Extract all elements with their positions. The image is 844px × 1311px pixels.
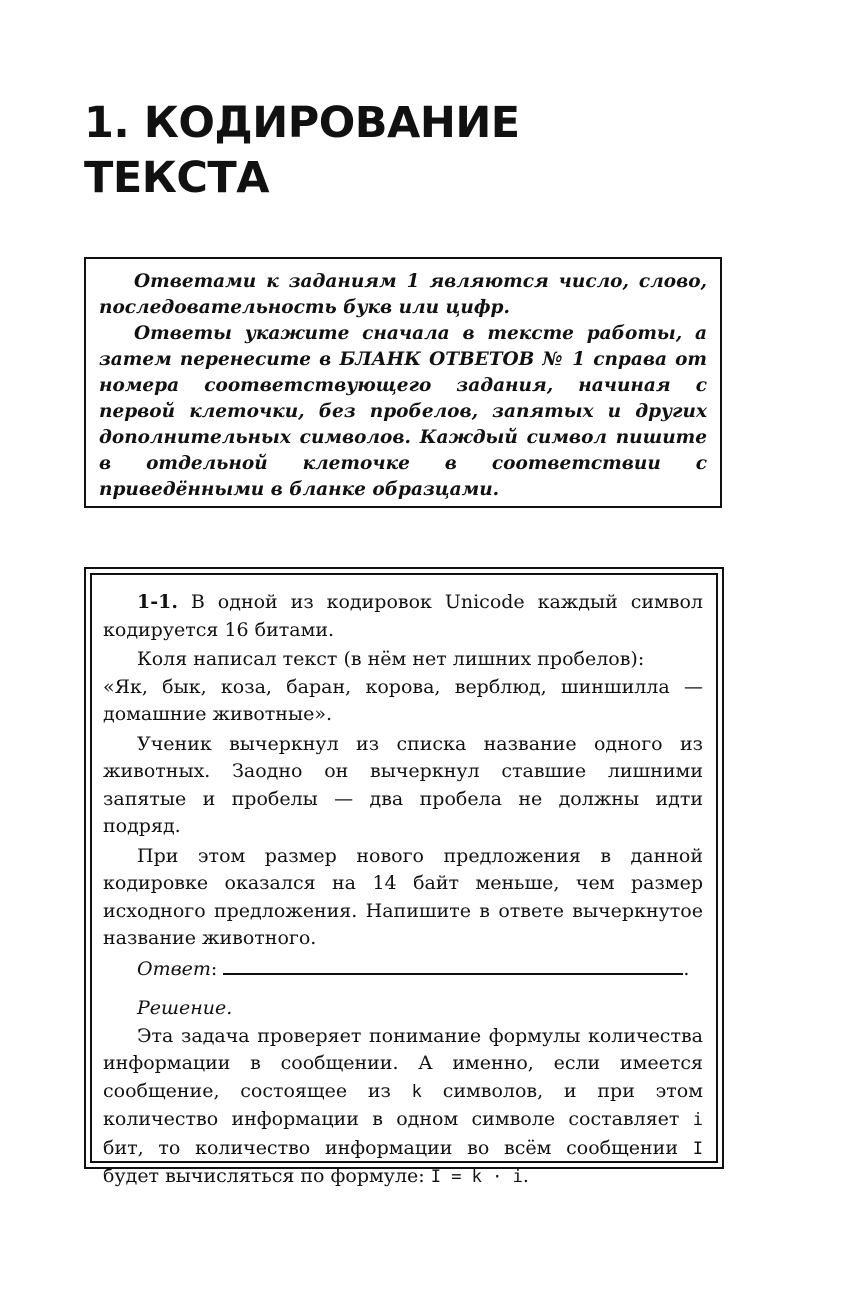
task-paragraph-4: При этом размер нового предложения в данной кодировке оказался на 14 байт меньше, чем размер исходного предложения. Напишите в ответе вычеркнутое название животного. bbox=[103, 844, 703, 949]
solution-end: . bbox=[522, 1165, 529, 1187]
solution-text-a: Эта задача проверяет понимание формулы количества информации в сообщении. А именно, если имеется сообщение, состоящее из bbox=[103, 1024, 703, 1102]
task-statement: В одной из кодировок Unicode каждый символ кодируется 16 битами. bbox=[103, 591, 704, 641]
solution-text-c: бит, то количество информации во всём сообщении bbox=[103, 1136, 678, 1159]
formula: I = k · i bbox=[430, 1167, 523, 1187]
task-paragraph-2: Коля написал текст (в нём нет лишних пробелов): bbox=[137, 648, 645, 670]
answer-label: Ответ bbox=[137, 957, 211, 980]
var-capital-i: I bbox=[692, 1138, 703, 1159]
chapter-title bbox=[84, 96, 724, 206]
instructions-box bbox=[84, 257, 722, 508]
task-number: 1-1. bbox=[137, 591, 178, 613]
solution-text-b: символов, и при этом количество информации в одном символе составляет bbox=[103, 1079, 703, 1130]
answer-end: . bbox=[683, 957, 690, 980]
solution-text-d: будет вычисляться по формуле: bbox=[103, 1165, 425, 1187]
solution-heading: Решение. bbox=[137, 997, 233, 1019]
task-box bbox=[90, 573, 718, 1187]
task-paragraph-3: Ученик вычеркнул из списка название одного из животных. Заодно он вычеркнул ставшие лишними запятые и пробелы — два пробела не должны идти подряд. bbox=[103, 732, 703, 837]
var-i: i bbox=[692, 1110, 703, 1130]
answer-colon: : bbox=[210, 957, 218, 980]
task-quote: «Як, бык, коза, баран, корова, верблюд, шиншилла — домашние животные». bbox=[103, 675, 703, 725]
answer-blank[interactable] bbox=[223, 955, 683, 975]
instructions-paragraph-1: Ответами к заданиям 1 являются число, слово, последовательность букв или цифр. bbox=[99, 271, 707, 318]
task-frame bbox=[84, 567, 724, 1187]
chapter-title-line-1: 1. КОДИРОВАНИЕ bbox=[84, 98, 520, 148]
task-paragraph-1 bbox=[103, 589, 703, 644]
chapter-title-line-2: ТЕКСТА bbox=[84, 153, 270, 203]
solution-text bbox=[103, 1023, 703, 1192]
instructions-paragraph-2: Ответы укажите сначала в тексте работы, а затем перенесите в БЛАНК ОТВЕТОВ № 1 справа от номера соответствующего задания, начиная с первой клеточки, без пробелов, запятых и других дополнительных символов. Каждый символ пишите в отдельной клеточке в соответствии с приведёнными в бланке образцами. bbox=[99, 323, 707, 500]
answer-row bbox=[103, 955, 703, 984]
var-k: k bbox=[411, 1081, 422, 1102]
